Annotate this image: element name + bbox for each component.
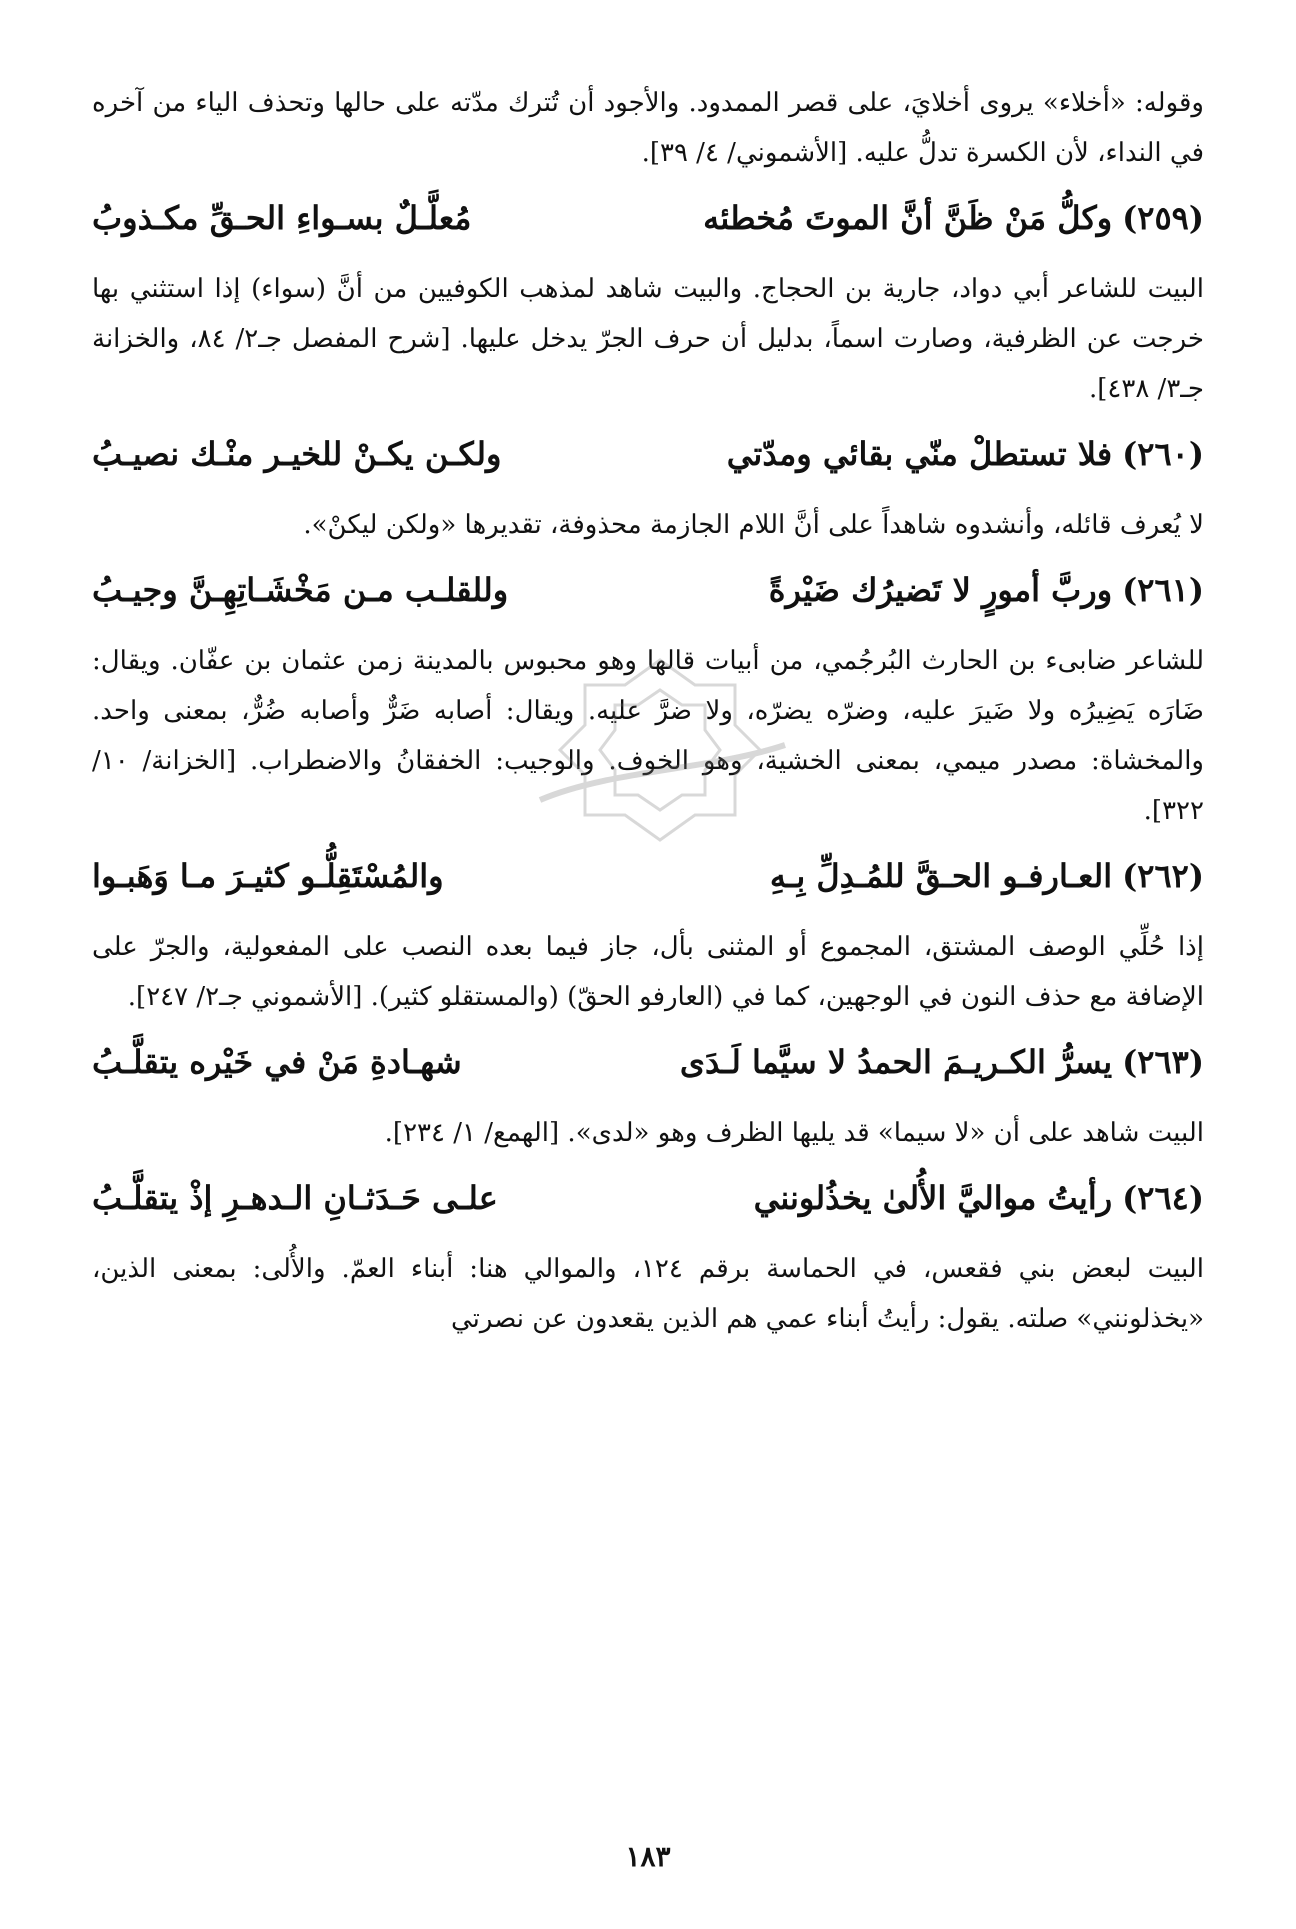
commentary-260: لا يُعرف قائله، وأنشدوه شاهداً على أنَّ اللام الجازمة محذوفة، تقديرها «ولكن ليكنْ». [303,510,1204,540]
verse-number: (٢٥٩) [1122,199,1204,237]
hemistich-1: يسرُّ الكـريـمَ الحمدُ لا سيَّما لَـدَى [679,1043,1113,1081]
verse-first-half [680,1030,1204,1094]
hemistich-1: وربَّ أمورٍ لا تَضيرُك ضَيْرةً [768,571,1113,609]
verse-number: (٢٦٤) [1122,1179,1204,1217]
verse-first-half [754,1166,1204,1230]
verse-first-half [703,186,1204,250]
verse-number: (٢٦٢) [1122,857,1204,895]
hemistich-2: مُعلَّـلٌ بسـواءِ الحـقِّ مكـذوبُ [92,199,472,237]
commentary-262: إذا حُلِّي الوصف المشتق، المجموع أو المثنى بأل، جاز فيما بعده النصب على المفعولية، والجرّ على الإضافة مع حذف النون في الوجهين، كما في (العارفو الحقّ) (والمستقلو كثير). [الأشموني جـ٢/ ٢٤٧]. [92,932,1204,1012]
hemistich-2: والمُسْتَقِلُّـو كثيـرَ مـا وَهَبـوا [92,857,444,895]
commentary-259: البيت للشاعر أبي دواد، جارية بن الحجاج. والبيت شاهد لمذهب الكوفيين من أنَّ (سواء) إذا استثني بها خرجت عن الظرفية، وصارت اسماً، بدليل أن حرف الجرّ يدخل عليها. [شرح المفصل جـ٢/ ٨٤، والخزانة جـ٣/ ٤٣٨]. [92,274,1204,404]
hemistich-1: فلا تستطلْ منّي بقائي ومدّتي [726,435,1113,473]
verse-263 [92,1030,1204,1094]
page-number: ١٨٣ [625,1840,671,1873]
verse-number: (٢٦٣) [1122,1043,1204,1081]
verse-number: (٢٦٠) [1122,435,1204,473]
verse-first-half [769,558,1204,622]
verse-261 [92,558,1204,622]
verse-264 [92,1166,1204,1230]
verse-260 [92,422,1204,486]
library-seal-icon [520,650,800,850]
verse-number: (٢٦١) [1122,571,1204,609]
hemistich-2: وللقلـب مـن مَخْشَـاتِهِـنَّ وجيـبُ [92,571,509,609]
hemistich-1: وكلُّ مَنْ ظَنَّ أنَّ الموتَ مُخطئه [703,199,1113,237]
hemistich-1: العـارفـو الحـقَّ للمُـدِلِّ بِـهِ [769,857,1113,895]
hemistich-1: رأيتُ مواليَّ الأُلىٰ يخذُلونني [753,1179,1113,1217]
verse-first-half [770,844,1204,908]
hemistich-2: شهـادةِ مَنْ في خَيْره يتقلَّـبُ [92,1043,462,1081]
verse-259 [92,186,1204,250]
commentary-261: للشاعر ضابىء بن الحارث البُرجُمي، من أبيات قالها وهو محبوس بالمدينة زمن عثمان بن عفّان. ويقال: ضَارَه يَضِيرُه ولا ضَيرَ عليه، وضرّه يضرّه، ولا ضرَّ عليه. ويقال: أصابه ضَرٌّ وأصابه ضُرٌّ، بمعنى واحد. والمخشاة: مصدر ميمي، بمعنى الخشية، وهو الخوف. والوجيب: الخفقانُ والاضطراب. [الخزانة/ ١٠/ ٣٢٢]. [92,646,1204,826]
commentary-264: البيت لبعض بني فقعس، في الحماسة برقم ١٢٤، والموالي هنا: أبناء العمّ. والأُلى: بمعنى الذين، «يخذلونني» صلته. يقول: رأيتُ أبناء عمي هم الذين يقعدون عن نصرتي [92,1254,1204,1334]
hemistich-2: علـى حَـدَثـانِ الـدهـرِ إذْ يتقلَّـبُ [92,1179,498,1217]
verse-262 [92,844,1204,908]
verse-first-half [727,422,1204,486]
commentary-263: البيت شاهد على أن «لا سيما» قد يليها الظرف وهو «لدى». [الهمع/ ١/ ٢٣٤]. [384,1118,1204,1148]
hemistich-2: ولكـن يكـنْ للخيـر منْـك نصيـبُ [92,435,502,473]
intro-paragraph: وقوله: «أخلاء» يروى أخلايَ، على قصر الممدود. والأجود أن تُترك مدّته على حالها وتحذف الياء من آخره في النداء، لأن الكسرة تدلُّ عليه. [الأشموني/ ٤/ ٣٩]. [92,88,1204,168]
